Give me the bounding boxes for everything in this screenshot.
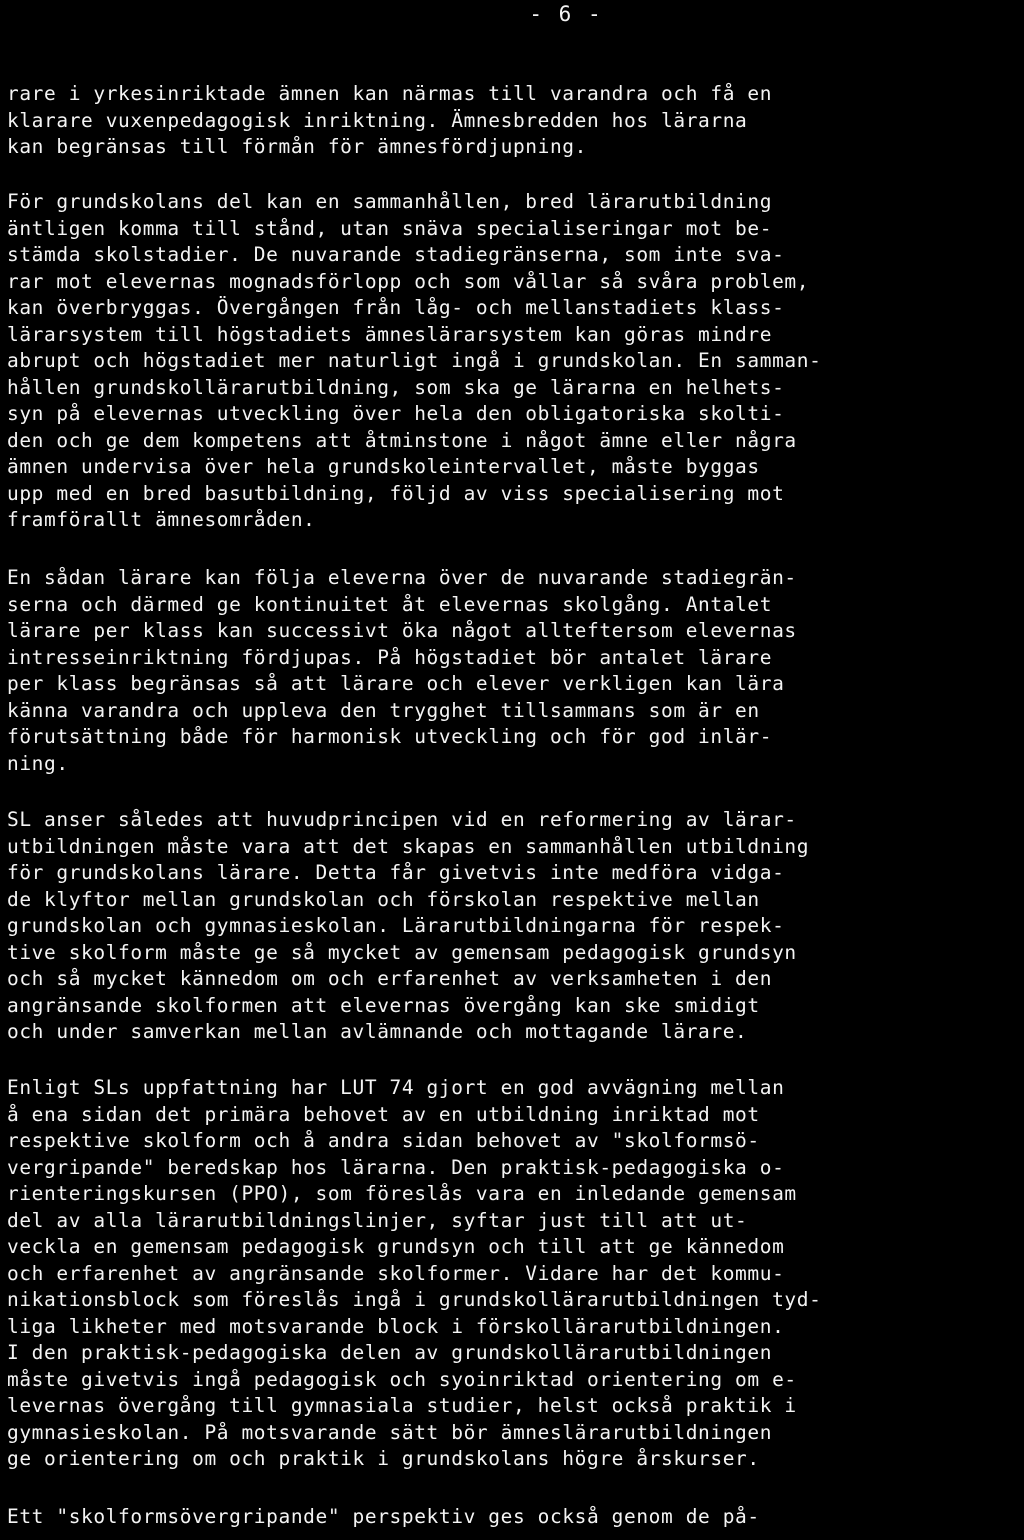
paragraph-line: levernas övergång till gymnasiala studier, helst också praktik i [7,1394,797,1417]
paragraph-line: intresseinriktning fördjupas. På högstadiet bör antalet lärare [7,645,773,669]
paragraph-line: angränsande skolformen att elevernas övergång kan ske smidigt [7,993,760,1017]
paragraph-line: framförallt ämnesområden. [7,508,316,531]
paragraph-line: lärare per klass kan successivt öka något allteftersom elevernas [7,619,797,642]
paragraph-line: upp med en bred basutbildning, följd av viss specialisering mot [7,481,785,505]
paragraph-line: respektive skolform och å andra sidan behovet av "skolformsö- [7,1129,760,1152]
paragraph-line: stämda skolstadier. De nuvarande stadiegränserna, som inte sva- [7,243,785,266]
paragraph-line: liga likheter med motsvarande block i förskollärarutbildningen. [7,1314,785,1338]
paragraph-line: måste givetvis ingå pedagogisk och syoinriktad orientering om e- [7,1367,797,1391]
paragraph-line: kan begränsas till förmån för ämnesfördjupning. [7,135,587,158]
paragraph-line: tive skolform måste ge så mycket av gemensam pedagogisk grundsyn [7,940,797,964]
paragraph-line: kan överbryggas. Övergången från låg- och mellanstadiets klass- [7,296,785,319]
page-number: - 6 - [529,2,603,26]
paragraph-line: och erfarenhet av angränsande skolformer. Vidare har det kommu- [7,1261,785,1285]
paragraph-line: klarare vuxenpedagogisk inriktning. Ämnesbredden hos lärarna [7,108,748,132]
paragraph-line: I den praktisk-pedagogiska delen av grundskollärarutbildningen [7,1341,773,1364]
paragraph-line: utbildningen måste vara att det skapas en sammanhållen utbildning [7,834,810,858]
paragraph-line: förutsättning både för harmonisk utveckling och för god inlär- [7,725,773,748]
paragraph-1 [7,81,1012,161]
paragraph-3 [7,565,1012,777]
paragraph-line: äntligen komma till stånd, utan snäva specialiseringar mot be- [7,216,773,240]
paragraph-line: syn på elevernas utveckling över hela den obligatoriska skolti- [7,402,785,425]
paragraph-line: för grundskolans lärare. Detta får givetvis inte medföra vidga- [7,861,785,884]
paragraph-5 [7,1075,1012,1473]
paragraph-line: ge orientering om och praktik i grundskolans högre årskurser. [7,1447,760,1470]
paragraph-line: För grundskolans del kan en sammanhållen, bred lärarutbildning [7,190,773,213]
paragraph-line: hållen grundskollärarutbildning, som ska ge lärarna en helhets- [7,375,785,399]
paragraph-line: å ena sidan det primära behovet av en utbildning inriktad mot [7,1102,760,1126]
paragraph-line: Enligt SLs uppfattning har LUT 74 gjort en god avvägning mellan [7,1076,785,1099]
paragraph-line: per klass begränsas så att lärare och elever verkligen kan lära [7,672,785,695]
paragraph-line: SL anser således att huvudprincipen vid en reformering av lärar- [7,808,797,831]
paragraph-line: abrupt och högstadiet mer naturligt ingå i grundskolan. En samman- [7,349,822,372]
paragraph-line: ämnen undervisa över hela grundskoleintervallet, måste byggas [7,455,760,478]
paragraph-line: rar mot elevernas mognadsförlopp och som vållar så svåra problem, [7,269,810,293]
paragraph-line: veckla en gemensam pedagogisk grundsyn och till att ge kännedom [7,1235,785,1258]
paragraph-line: de klyftor mellan grundskolan och förskolan respektive mellan [7,887,760,911]
paragraph-line: känna varandra och uppleva den trygghet tillsammans som är en [7,698,760,722]
paragraph-line: En sådan lärare kan följa eleverna över de nuvarande stadiegrän- [7,566,797,589]
paragraph-line: rienteringskursen (PPO), som föreslås vara en inledande gemensam [7,1182,797,1205]
paragraph-line: grundskolan och gymnasieskolan. Lärarutbildningarna för respek- [7,914,785,937]
paragraph-line: och under samverkan mellan avlämnande och mottagande lärare. [7,1020,748,1043]
paragraph-line: serna och därmed ge kontinuitet åt elevernas skolgång. Antalet [7,592,773,616]
paragraph-line: och så mycket kännedom om och erfarenhet av verksamheten i den [7,967,773,990]
paragraph-line: nikationsblock som föreslås ingå i grundskollärarutbildningen tyd- [7,1288,822,1311]
paragraph-line: vergripande" beredskap hos lärarna. Den praktisk-pedagogiska o- [7,1155,785,1179]
paragraph-line: den och ge dem kompetens att åtminstone i något ämne eller några [7,428,797,452]
paragraph-4 [7,807,1012,1046]
paragraph-line: lärarsystem till högstadiets ämneslärarsystem kan göras mindre [7,322,773,346]
paragraph-2 [7,189,1012,534]
paragraph-line: rare i yrkesinriktade ämnen kan närmas till varandra och få en [7,82,773,105]
paragraph-6 [7,1504,1012,1531]
paragraph-line: gymnasieskolan. På motsvarande sätt bör ämneslärarutbildningen [7,1420,773,1444]
paragraph-line: del av alla lärarutbildningslinjer, syftar just till att ut- [7,1208,748,1232]
paragraph-line: Ett "skolformsövergripande" perspektiv ges också genom de på- [7,1505,760,1528]
paragraph-line: ning. [7,751,69,775]
